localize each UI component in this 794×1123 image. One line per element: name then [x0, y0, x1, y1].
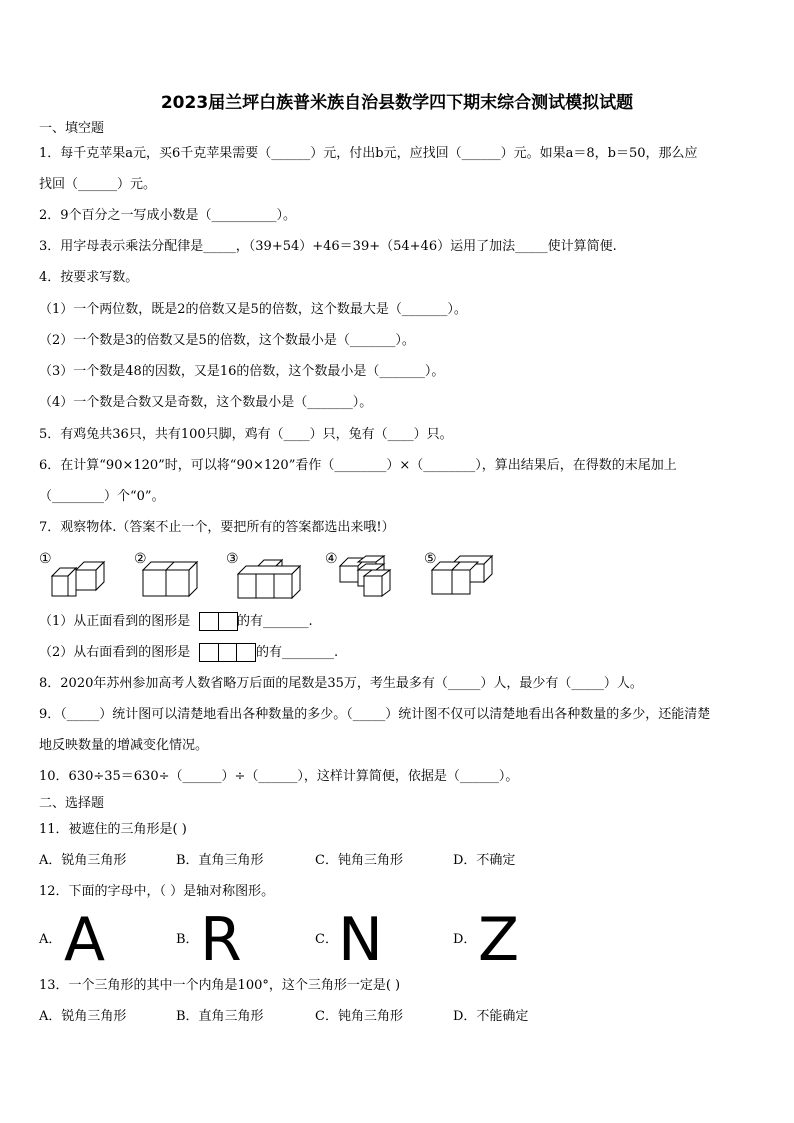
- question-12-option-b[interactable]: B．: [176, 932, 199, 947]
- figure-label-3: ③: [226, 551, 239, 567]
- question-5: 5．有鸡兔共36只，共有100只脚，鸡有（____）只，兔有（____）只。: [39, 427, 453, 442]
- question-4-part-4: （4）一个数是合数又是奇数，这个数最小是（_______）。: [39, 395, 373, 410]
- section-heading-choice: 二、选择题: [39, 796, 105, 811]
- question-13: 13．一个三角形的其中一个内角是100°，这个三角形一定是( ): [39, 978, 401, 993]
- question-12-option-c[interactable]: C．: [315, 932, 338, 947]
- question-4-part-3: （3）一个数是48的因数，又是16的倍数，这个数最小是（_______）。: [39, 364, 445, 379]
- question-7-part-2-prefix: （2）从右面看到的图形是: [39, 645, 191, 660]
- question-11: 11．被遮住的三角形是( ): [39, 822, 187, 837]
- letter-a: A: [64, 905, 106, 975]
- question-11-option-d[interactable]: D．不确定: [453, 853, 516, 868]
- question-12: 12．下面的字母中，（ ）是轴对称图形。: [39, 884, 275, 899]
- right-view-shape: [199, 643, 256, 662]
- question-3: 3．用字母表示乘法分配律是_____，（39+54）+46＝39+（54+46）运用了加法_____使计算简便.: [39, 239, 617, 254]
- letter-r: R: [200, 905, 242, 975]
- question-7-part-2: [39, 645, 190, 661]
- question-13-option-a[interactable]: A．锐角三角形: [39, 1009, 127, 1024]
- front-view-cell: [200, 613, 219, 630]
- question-4-part-2: （2）一个数是3的倍数又是5的倍数，这个数最小是（_______）。: [39, 333, 415, 348]
- cube-figure-2: [143, 560, 199, 600]
- question-7-part-2-suffix: 的有________.: [256, 645, 339, 660]
- cube-figure-4: [340, 556, 398, 600]
- right-view-cell: [237, 644, 255, 661]
- right-view-cell: [200, 644, 219, 661]
- question-1-line-1: 1．每千克苹果a元，买6千克苹果需要（______）元，付出b元，应找回（______）元。如果a＝8，b＝50，那么应: [39, 146, 698, 161]
- question-4: 4．按要求写数。: [39, 270, 139, 285]
- figure-label-1: ①: [39, 551, 52, 567]
- question-7-part-1: [39, 614, 190, 630]
- letter-n: N: [338, 905, 383, 975]
- section-heading-fill-blank: 一、填空题: [39, 121, 105, 136]
- figure-label-4: ④: [325, 551, 338, 567]
- figure-label-5: ⑤: [424, 551, 437, 567]
- question-9-line-1: 9．（_____）统计图可以清楚地看出各种数量的多少。（_____）统计图不仅可以清楚地看出各种数量的多少，还能清楚: [39, 707, 711, 722]
- question-10: 10．630÷35＝630÷（______）÷（______），这样计算简便，依据是（______）。: [39, 769, 519, 784]
- question-13-option-c[interactable]: C．钝角三角形: [315, 1009, 403, 1024]
- question-12-option-a[interactable]: A．: [39, 932, 62, 947]
- question-13-option-d[interactable]: D．不能确定: [453, 1009, 529, 1024]
- question-13-option-b[interactable]: B．直角三角形: [176, 1009, 264, 1024]
- front-view-cell: [219, 613, 237, 630]
- front-view-shape: [199, 612, 238, 631]
- question-1-line-2: 找回（______）元。: [39, 177, 157, 192]
- question-11-option-a[interactable]: A．锐角三角形: [39, 853, 127, 868]
- question-7-part-1-prefix: （1）从正面看到的图形是: [39, 614, 191, 629]
- question-7: 7．观察物体.（答案不止一个，要把所有的答案都选出来哦!）: [39, 520, 395, 535]
- question-12-option-d[interactable]: D．: [453, 932, 477, 947]
- question-4-part-1: （1）一个两位数，既是2的倍数又是5的倍数，这个数最大是（_______）。: [39, 302, 467, 317]
- question-6-line-1: 6．在计算“90×120”时，可以将“90×120”看作（________）×（________），算出结果后，在得数的末尾加上: [39, 458, 677, 473]
- right-view-cell: [219, 644, 237, 661]
- question-8: 8．2020年苏州参加高考人数省略万后面的尾数是35万，考生最多有（_____）人，最少有（_____）人。: [39, 676, 643, 691]
- question-11-option-c[interactable]: C．钝角三角形: [315, 853, 403, 868]
- cube-figure-1: [52, 556, 107, 598]
- letter-z: Z: [478, 905, 520, 975]
- question-2: 2．9个百分之一写成小数是（__________）。: [39, 208, 297, 223]
- question-11-option-b[interactable]: B．直角三角形: [176, 853, 264, 868]
- question-6-line-2: （________）个“0”。: [39, 489, 165, 504]
- figure-label-2: ②: [134, 551, 147, 567]
- question-9-line-2: 地反映数量的增减变化情况。: [39, 738, 209, 753]
- question-7-part-1-suffix: 的有_______.: [237, 614, 313, 629]
- cube-figure-5: [432, 556, 494, 600]
- cube-figure-3: [238, 560, 302, 600]
- page-title: 2023届兰坪白族普米族自治县数学四下期末综合测试模拟试题: [160, 93, 634, 113]
